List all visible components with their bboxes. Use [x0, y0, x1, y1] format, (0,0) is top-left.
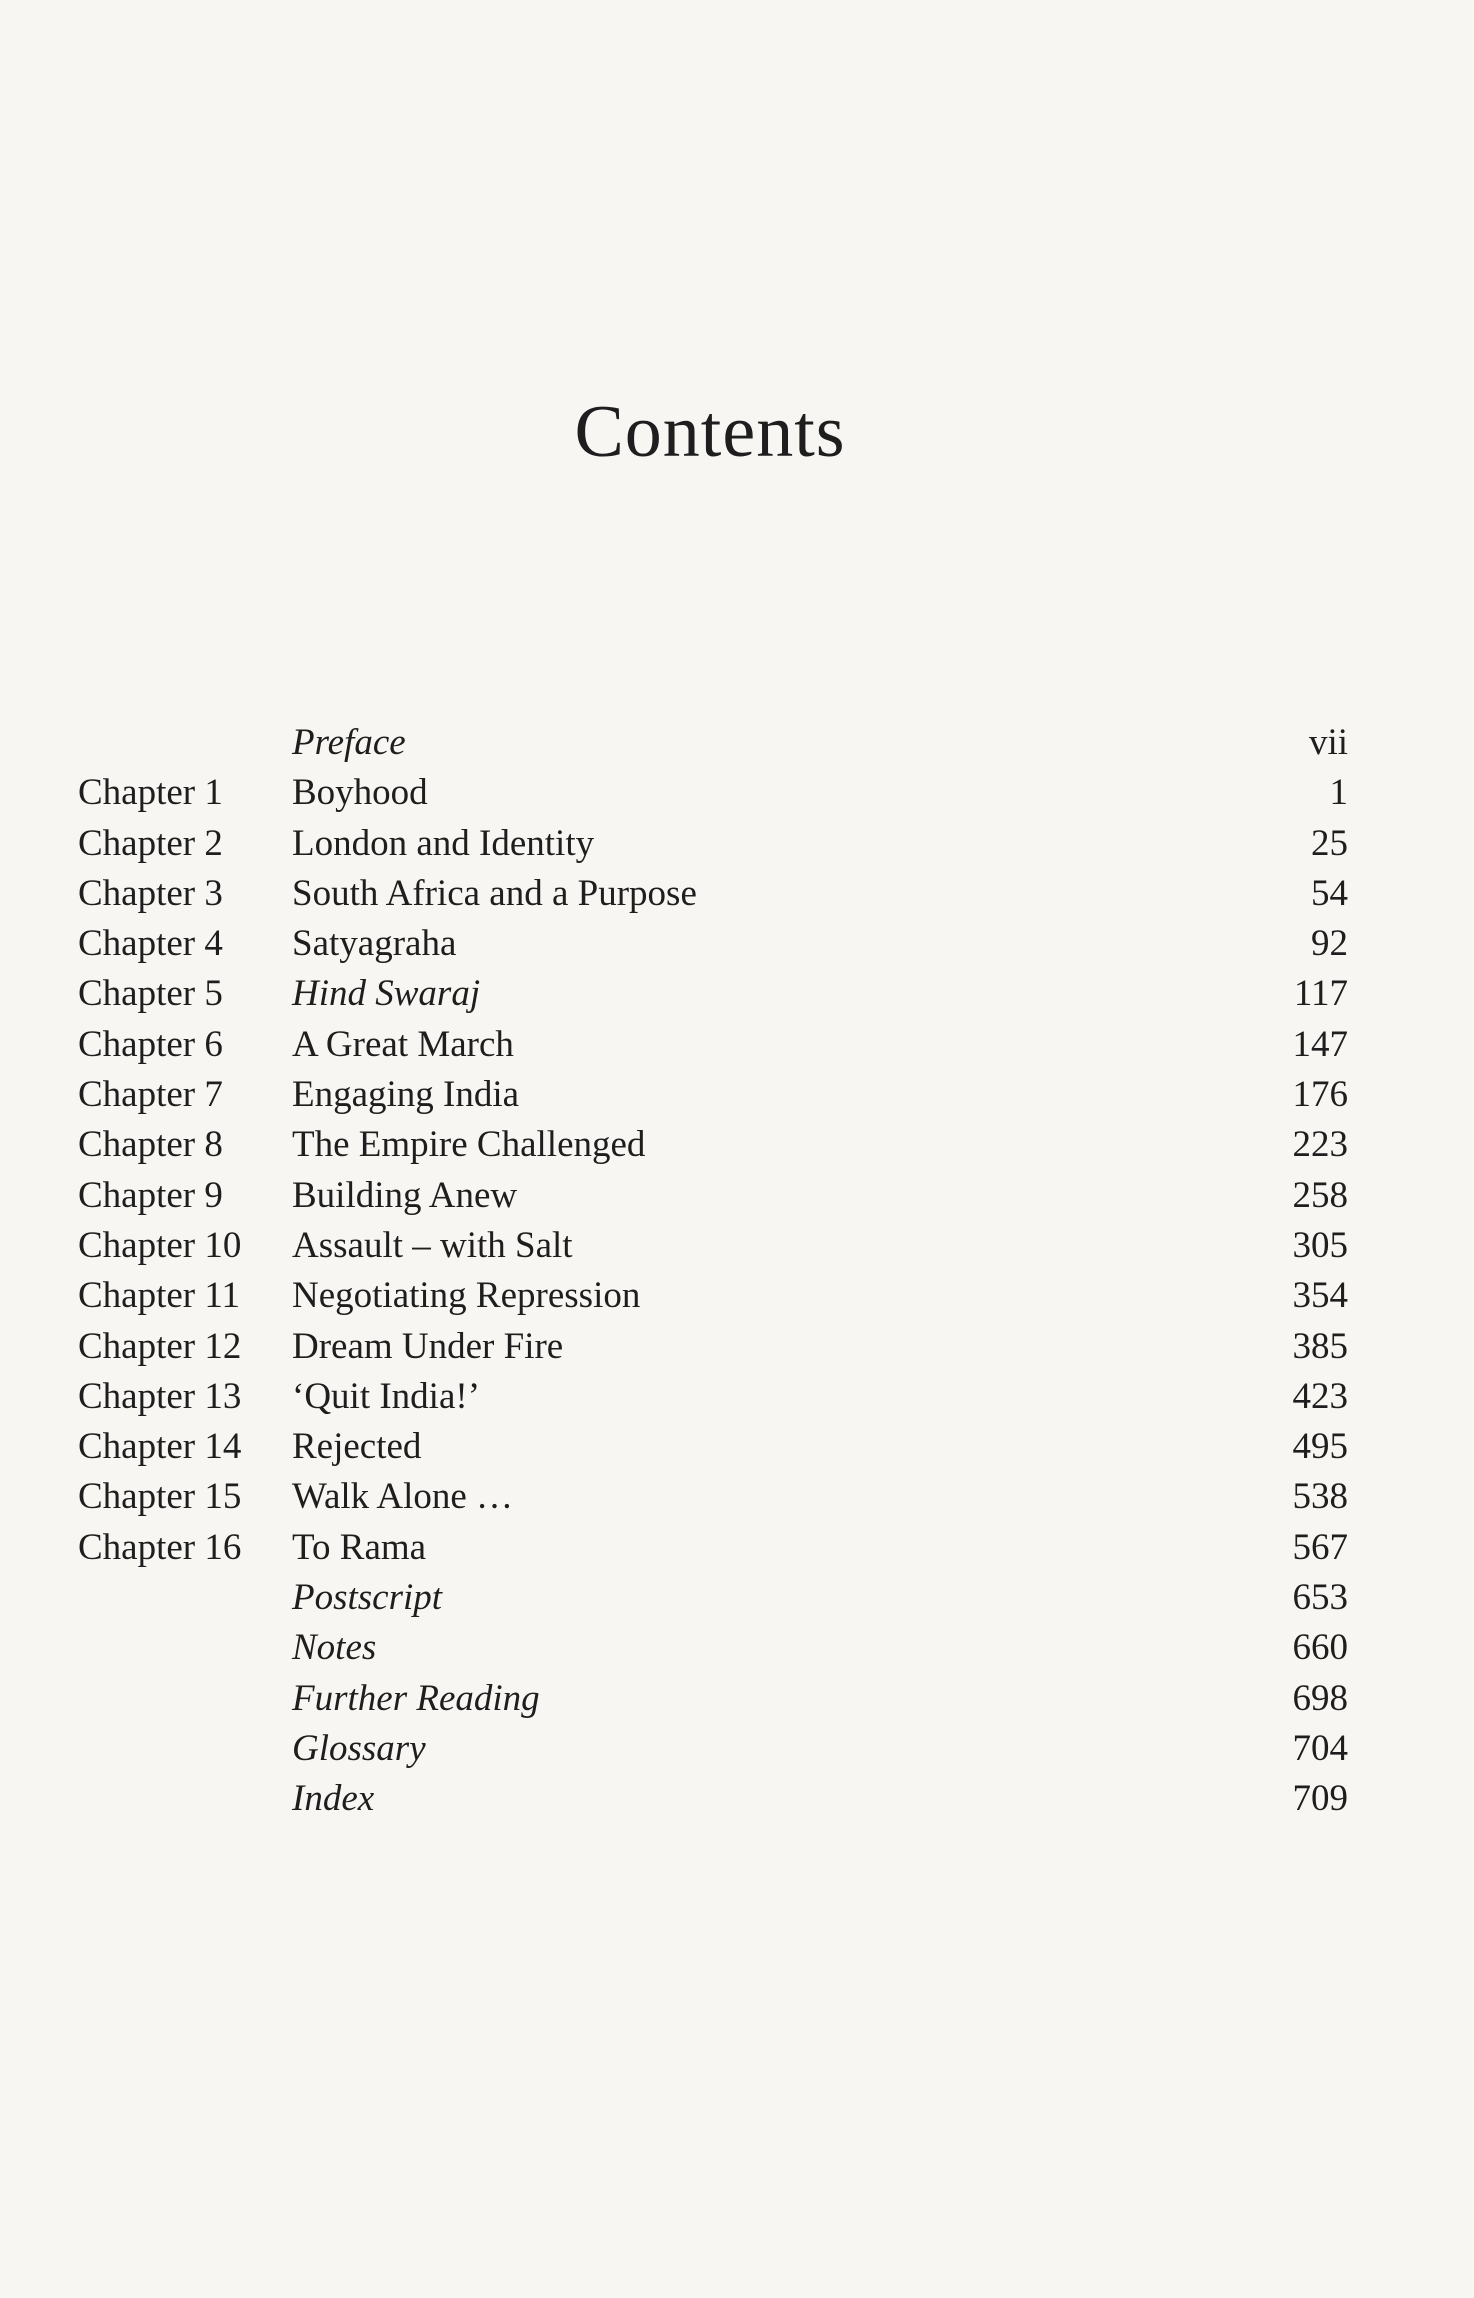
toc-entry[interactable]	[78, 1070, 1348, 1120]
toc-entry[interactable]	[78, 1573, 1348, 1623]
toc-chapter-number: Chapter 14	[78, 1426, 242, 1468]
toc-entry-title: Postscript	[292, 1577, 443, 1619]
toc-page-number: 92	[1311, 923, 1348, 965]
toc-entry[interactable]	[78, 919, 1348, 969]
toc-chapter-number: Chapter 13	[78, 1375, 242, 1417]
toc-entry[interactable]	[78, 1020, 1348, 1070]
toc-page-number: 176	[1292, 1074, 1348, 1116]
toc-entry-title: Glossary	[292, 1727, 426, 1769]
toc-page-number: 709	[1292, 1778, 1348, 1820]
toc-entry[interactable]	[78, 1774, 1348, 1824]
toc-entry-title: Hind Swaraj	[292, 973, 481, 1015]
toc-entry[interactable]	[78, 1120, 1348, 1170]
toc-page-number: 25	[1311, 822, 1348, 864]
toc-entry[interactable]	[78, 1422, 1348, 1472]
toc-chapter-number: Chapter 9	[78, 1174, 223, 1216]
toc-chapter-number: Chapter 5	[78, 973, 223, 1015]
toc-entry-title: Dream Under Fire	[292, 1325, 564, 1367]
toc-entry[interactable]	[78, 768, 1348, 818]
toc-entry-title: London and Identity	[292, 822, 595, 864]
toc-page-number: 653	[1292, 1577, 1348, 1619]
toc-page-number: 567	[1292, 1526, 1348, 1568]
page-title: Contents	[574, 391, 846, 473]
toc-entry-title: Building Anew	[292, 1174, 518, 1216]
toc-entry-title: Walk Alone …	[292, 1476, 514, 1518]
toc-entry[interactable]	[78, 1472, 1348, 1522]
toc-page-number: 258	[1292, 1174, 1348, 1216]
toc-chapter-number: Chapter 12	[78, 1325, 242, 1367]
toc-entry[interactable]	[78, 1674, 1348, 1724]
toc-page-number: vii	[1308, 722, 1348, 763]
toc-entry[interactable]	[78, 869, 1348, 919]
toc-entry[interactable]	[78, 819, 1348, 869]
toc-page-number: 704	[1292, 1727, 1348, 1769]
toc-entry[interactable]	[78, 1724, 1348, 1774]
toc-chapter-number: Chapter 10	[78, 1224, 242, 1266]
toc-chapter-number: Chapter 11	[78, 1275, 241, 1317]
toc-entry[interactable]	[78, 1523, 1348, 1573]
toc-entry-title: South Africa and a Purpose	[292, 872, 697, 914]
toc-entry[interactable]	[78, 1271, 1348, 1321]
toc-chapter-number: Chapter 6	[78, 1023, 223, 1065]
toc-entry-title: Notes	[292, 1627, 377, 1669]
toc-entry-title: Further Reading	[292, 1677, 540, 1719]
toc-page-number: 147	[1292, 1023, 1348, 1065]
toc-entry[interactable]	[78, 1623, 1348, 1673]
toc-page-number: 305	[1292, 1224, 1348, 1266]
toc-entry-title: Satyagraha	[292, 923, 457, 965]
toc-chapter-number: Chapter 3	[78, 872, 223, 914]
toc-entry[interactable]	[78, 1322, 1348, 1372]
toc-entry[interactable]	[78, 1171, 1348, 1221]
toc-chapter-number: Chapter 2	[78, 822, 223, 864]
toc-page-number: 423	[1292, 1375, 1348, 1417]
toc-page-number: 117	[1293, 973, 1348, 1015]
toc-chapter-number: Chapter 4	[78, 923, 223, 965]
toc-entry-title: Engaging India	[292, 1074, 520, 1116]
toc-chapter-number: Chapter 16	[78, 1526, 242, 1568]
toc-page-number: 354	[1292, 1275, 1348, 1317]
toc-entry-title: Boyhood	[292, 772, 428, 814]
toc-page-number: 1	[1329, 772, 1348, 814]
toc-entry-title: Assault – with Salt	[292, 1224, 573, 1266]
toc-chapter-number: Chapter 15	[78, 1476, 242, 1518]
toc-entry-title: ‘Quit India!’	[292, 1375, 481, 1417]
toc-entry-title: Negotiating Repression	[292, 1275, 641, 1317]
toc-entry[interactable]	[78, 1372, 1348, 1422]
toc-chapter-number: Chapter 1	[78, 772, 223, 814]
toc-page-number: 538	[1292, 1476, 1348, 1518]
toc-entry[interactable]	[78, 718, 1348, 768]
toc-page-number: 698	[1292, 1677, 1348, 1719]
toc-page-number: 223	[1292, 1124, 1348, 1166]
toc-entry[interactable]	[78, 1221, 1348, 1271]
table-of-contents	[78, 718, 1348, 1825]
toc-chapter-number: Chapter 8	[78, 1124, 223, 1166]
toc-entry-title: To Rama	[292, 1526, 427, 1568]
toc-entry-title: Preface	[292, 722, 406, 763]
toc-entry-title: Rejected	[292, 1426, 422, 1468]
toc-page-number: 54	[1311, 872, 1348, 914]
toc-page-number: 385	[1292, 1325, 1348, 1367]
toc-entry[interactable]	[78, 969, 1348, 1019]
toc-entry-title: Index	[292, 1778, 375, 1820]
toc-entry-title: A Great March	[292, 1023, 514, 1065]
toc-entry-title: The Empire Challenged	[292, 1124, 646, 1166]
toc-page-number: 495	[1292, 1426, 1348, 1468]
toc-chapter-number: Chapter 7	[78, 1074, 223, 1116]
toc-page-number: 660	[1292, 1627, 1348, 1669]
